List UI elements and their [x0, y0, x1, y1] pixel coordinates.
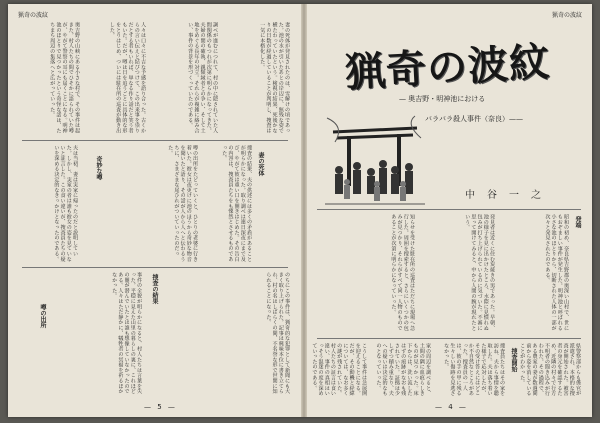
band-divider: [317, 338, 581, 339]
text-column: 捜査員たちはその家を訪ね、夫から事情を聴取した。夫は落ち着いた様子で応対したが、その受け答えにはどこか不自然なところがあった。捜査員の一人は、彼の手の甲に残る生々しい傷跡を見逃さなかった。: [443, 343, 505, 396]
text-column: 昭和の初め、奈良県吉野郡の奥深い山村で、世にもおぞましい事件が発生した。明神池と呼ばれる小さな池のほとりから、切断された人体の一部が次々と発見されたのである。: [544, 214, 569, 331]
article-title: 猟奇の波紋: [343, 39, 552, 97]
band-divider: [317, 209, 581, 210]
author-byline: 中谷一之: [465, 190, 553, 201]
subhead: 奇妙な噂: [95, 156, 102, 180]
text-column: 調べが進むにつれて、村の中に隠されていた人間関係のもつれが次第に明らかになってきた。夫婦の間の確執、親類縁者との争い、そして土地をめぐる長年の対立。それらが複雑に絡み合い、事件の背景を形づくっていたのである。: [187, 22, 218, 134]
subhead: 捜査の結果: [151, 274, 158, 304]
text-column: 奥吉野の山峡にある小さな村で、その事件は起きた。村人たちの間でひそかに語られていた噂が、やがて警察の耳にも届くことになる。明神池のほとりで見つかったという奇怪な話は、たちまち周辺の集落へと広がっていった。: [49, 22, 80, 134]
running-head: 猟奇の波紋: [18, 12, 49, 19]
text-column: 家の周辺を調べると、土間の隅に血痕らしきものが見つかった。床下からは、洗い流したはずの痕跡がなおも残されていた。証拠は少しずつ積み重なり、夫への疑いは決定的なものとなっていった。: [375, 343, 431, 396]
magazine-spread: [8, 4, 592, 417]
article-subtitle-2: バラバラ殺人事件（奈良）——: [425, 115, 523, 123]
text-column: 妻の死体が発見されたのは、雪解けの頃であった。池の水が引いたあとの岸辺に、無残な姿で横たわっていたという。検視の結果、死後かなりの日数が経過していることが判明し、捜査は一気に本格化した。: [259, 22, 290, 134]
text-column: 人々は口々に不吉な予感を語り合った。古くからの言い伝えと結びつけて、この出来事を祟りだとする者もいれば、単なる作り話だと笑う者もいた。だが、噂は日を追うごとに具体的な形をとりはじめ、ついには駐在所の巡査が動き出した。: [108, 22, 146, 134]
subhead: 発端: [574, 216, 581, 228]
text-column: 発見者は近くに住む炭焼きの男であった。早朝、池の様子を見に出かけたところ、水際に見慣れぬ包みが打ち上げられているのに気づいた。不審に思って開けてみると、中から人間の腕が現れたという。: [464, 214, 495, 331]
shrine-crowd-illustration: [325, 112, 425, 210]
right-page: [307, 4, 592, 417]
text-column: のちにこの事件は、猟奇的な犯罪として新聞にも大きく取り上げられた。記事は興味本位に書き立てられ、村の名はしばらくの間、不名誉な形で世間に知られることになった。: [265, 272, 290, 394]
subhead: 噂の出所: [39, 304, 46, 328]
page-number: — 5 —: [144, 403, 177, 411]
subhead: 捜査開始: [510, 348, 517, 372]
left-page: [8, 4, 301, 417]
article-subtitle: — 奥吉野・明神池における: [399, 95, 486, 103]
band-divider: [22, 267, 288, 268]
text-column: 知らせを受けた駐在所の巡査はただちに現場へ急行した。周囲を捜索すると、さらにいくつかの包みが見つかり、それらがすべて同一人物のものであることが次第に明らかになっていった。: [390, 214, 415, 331]
band-divider: [22, 140, 288, 141]
page-number: — 4 —: [435, 403, 468, 411]
text-column: こうして事件は急展開を迎えることになる。だが、その動機と経緯については、なお多くの謎が残されていた。村人たちの証言は食い違い、事件の真相はいっそう混迷の度を深めていったのである。: [311, 343, 367, 396]
subhead: 妻の死体: [257, 152, 264, 176]
running-head: 猟奇の波紋: [551, 12, 582, 19]
text-column: 夫は当初、妻は実家に帰ったのだと説明していた。しかし、実家の者は誰も彼女の姿を見ていないと証言した。この食い違いが、捜査員たちの疑いを深める決定的なきっかけとなったのである。: [53, 145, 78, 262]
text-column: 捜査の結果、夫の供述には多くの矛盾があることが明らかになった。取り調べは連日深夜にまで及び、やがて彼は重い口を開きはじめた。その告白の内容は、捜査員たちをも慄然とさせるものであった。: [221, 145, 252, 262]
text-column: 噂の出所をたどっていくと、ひとりの老婆に行き着いた。彼女は夜更けに池のほうから奇妙な物音を聞いたと語り、その話が人から人へと伝わるうちに、さまざまな尾ひれがついていったのだった。: [167, 145, 198, 262]
text-column: 事件の全貌が明らかになると、村人たちは言葉を失った。平穏に見えた山里の暮らしの裏に、これほどの闇が潜んでいたとは誰も想像していなかったのである。人々はただ静かに、犠牲者の冥福を祈るほかなかった。: [111, 272, 142, 394]
text-column: 県警察部からも係官が派遣され、本格的な捜査が開始された。被害者の身元を確認するため、近隣の村々で行方不明者の聞き込みが行われた。その過程で、ある農家の妻が数週間前から姿を消していることがわかった。: [519, 343, 581, 396]
